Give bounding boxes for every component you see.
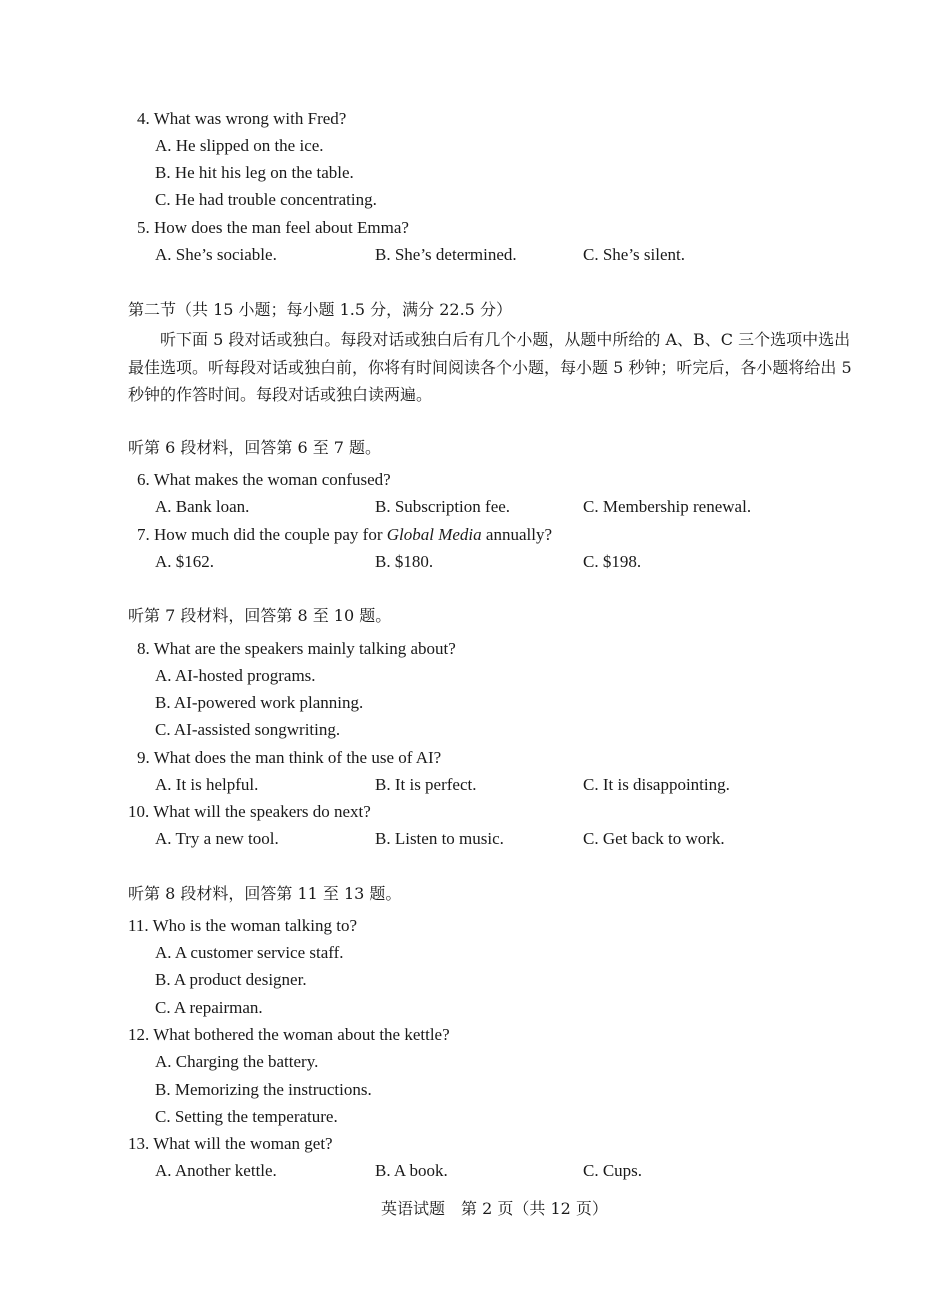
option-5a: A. She’s sociable. (155, 245, 277, 264)
question-12-stem: 12. What bothered the woman about the kettle? (128, 1025, 450, 1044)
question-8-stem: 8. What are the speakers mainly talking about? (137, 639, 456, 658)
page-footer: 英语试题 第 2 页（共 12 页） (381, 1199, 608, 1218)
question-9-stem: 9. What does the man think of the use of AI? (137, 748, 442, 767)
option-11c: C. A repairman. (155, 998, 263, 1017)
option-9a: A. It is helpful. (155, 775, 259, 794)
option-4b: B. He hit his leg on the table. (155, 163, 354, 182)
option-8c: C. AI-assisted songwriting. (155, 720, 341, 739)
option-5b: B. She’s determined. (375, 245, 517, 264)
question-4-stem: 4. What was wrong with Fred? (137, 109, 347, 128)
question-11-stem: 11. Who is the woman talking to? (128, 916, 358, 935)
publication-title: Global Media (386, 525, 482, 544)
option-4a: A. He slipped on the ice. (155, 136, 324, 155)
option-8b: B. AI-powered work planning. (155, 693, 364, 712)
option-13b: B. A book. (375, 1161, 448, 1180)
option-11a: A. A customer service staff. (155, 943, 344, 962)
section-2-title: 第二节（共 15 小题；每小题 1.5 分，满分 22.5 分） (128, 300, 512, 319)
material-7-header: 听第 7 段材料，回答第 8 至 10 题。 (128, 606, 392, 625)
question-6-stem: 6. What makes the woman confused? (137, 470, 391, 489)
option-4c: C. He had trouble concentrating. (155, 190, 377, 209)
option-12c: C. Setting the temperature. (155, 1107, 338, 1126)
option-7c: C. $198. (583, 552, 642, 571)
option-13c: C. Cups. (583, 1161, 643, 1180)
option-13a: A. Another kettle. (155, 1161, 277, 1180)
option-6b: B. Subscription fee. (375, 497, 511, 516)
option-5c: C. She’s silent. (583, 245, 686, 264)
material-6-header: 听第 6 段材料，回答第 6 至 7 题。 (128, 438, 382, 457)
question-5-stem: 5. How does the man feel about Emma? (137, 218, 409, 237)
option-12a: A. Charging the battery. (155, 1052, 319, 1071)
option-10a: A. Try a new tool. (155, 829, 279, 848)
option-7a: A. $162. (155, 552, 215, 571)
section-2-instructions: 听下面 5 段对话或独白。每段对话或独白后有几个小题，从题中所给的 A、B、C 三个选项中选出最佳选项。听每段对话或独白前，你将有时间阅读各个小题，每小题 5 秒钟；听完后，各小题将给出 5 秒钟的作答时间。每段对话或独白读两遍。 (128, 330, 852, 404)
option-9c: C. It is disappointing. (583, 775, 730, 794)
option-12b: B. Memorizing the instructions. (155, 1080, 372, 1099)
option-8a: A. AI-hosted programs. (155, 666, 316, 685)
option-10b: B. Listen to music. (375, 829, 504, 848)
option-6c: C. Membership renewal. (583, 497, 752, 516)
option-6a: A. Bank loan. (155, 497, 250, 516)
question-13-stem: 13. What will the woman get? (128, 1134, 333, 1153)
material-8-header: 听第 8 段材料，回答第 11 至 13 题。 (128, 884, 402, 903)
option-9b: B. It is perfect. (375, 775, 477, 794)
option-11b: B. A product designer. (155, 970, 307, 989)
option-10c: C. Get back to work. (583, 829, 725, 848)
question-10-stem: 10. What will the speakers do next? (128, 802, 371, 821)
question-7-stem: 7. How much did the couple pay for Global Media annually? (137, 525, 552, 544)
option-7b: B. $180. (375, 552, 434, 571)
